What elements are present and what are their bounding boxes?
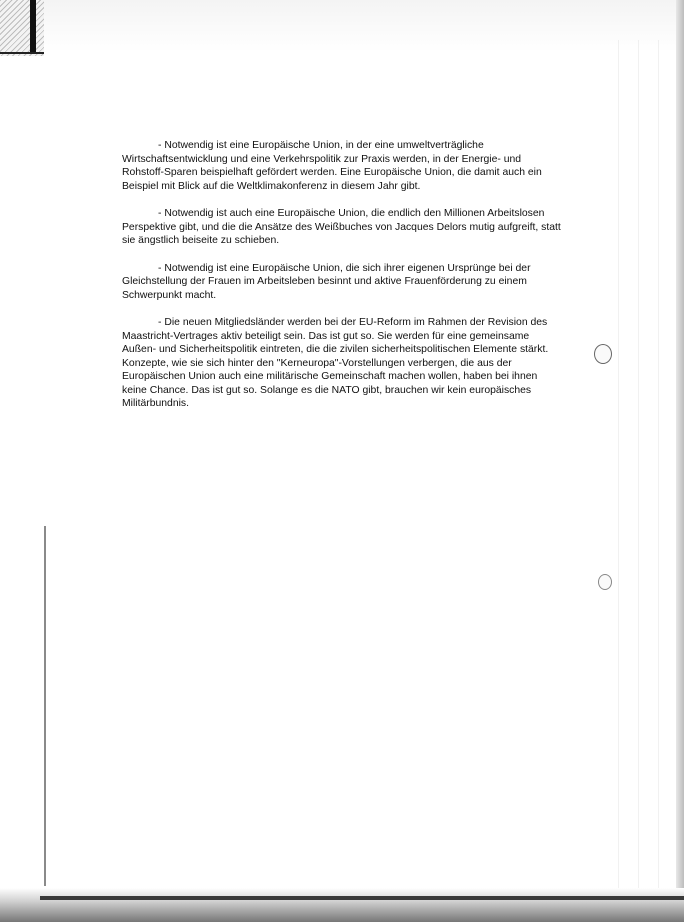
scan-top-line: [0, 52, 44, 54]
scan-corner-bar: [30, 0, 36, 54]
document-body: [122, 139, 562, 425]
paragraph: - Notwendig ist eine Europäische Union, in der eine umweltverträgliche Wirtschaftsentwicklung und eine Verkehrspolitik zur Praxis werden, in der Energie- und Rohstoff-Sparen beispielhaft gefördert werden. Eine Europäische Union, die damit auch ein Beispiel mit Blick auf die Weltklimakonferenz in diesem Jahr gibt.: [122, 140, 542, 192]
scan-corner-artifact: [0, 0, 44, 56]
scan-top-shadow: [0, 0, 684, 52]
scan-right-edge: [676, 0, 684, 922]
punch-hole-mark: [594, 344, 612, 364]
paragraph: - Die neuen Mitgliedsländer werden bei der EU-Reform im Rahmen der Revision des Maastricht-Vertrages aktiv beteiligt sein. Das ist gut so. Sie werden für eine gemeinsame Außen- und Sicherheitspolitik eintreten, die die zivilen sicherheitspolitischen Elemente stärkt. Konzepte, wie sie sich hinter den "Kerneuropa"-Vorstellungen verbergen, die aus der Europäischen Union auch eine militärische Gemeinschaft machen wollen, haben bei ihnen keine Chance. Das ist gut so. Solange es die NATO gibt, brauchen wir kein europäisches Militärbundnis.: [122, 317, 549, 409]
paragraph: - Notwendig ist auch eine Europäische Union, die endlich den Millionen Arbeitslosen Perspektive gibt, und die die Ansätze des Weißbuches von Jacques Delors mutig aufgreift, statt sie ängstlich beiseite zu schieben.: [122, 208, 561, 246]
scan-right-noise: [610, 40, 684, 900]
scan-left-rule: [44, 526, 46, 886]
scan-bottom-line: [40, 896, 684, 900]
punch-hole-mark: [598, 574, 612, 590]
paragraph: - Notwendig ist eine Europäische Union, die sich ihrer eigenen Ursprünge bei der Gleichstellung der Frauen im Arbeitsleben besinnt und aktive Frauenförderung zu einem Schwerpunkt macht.: [122, 262, 531, 301]
scan-bottom-shadow: [0, 888, 684, 922]
